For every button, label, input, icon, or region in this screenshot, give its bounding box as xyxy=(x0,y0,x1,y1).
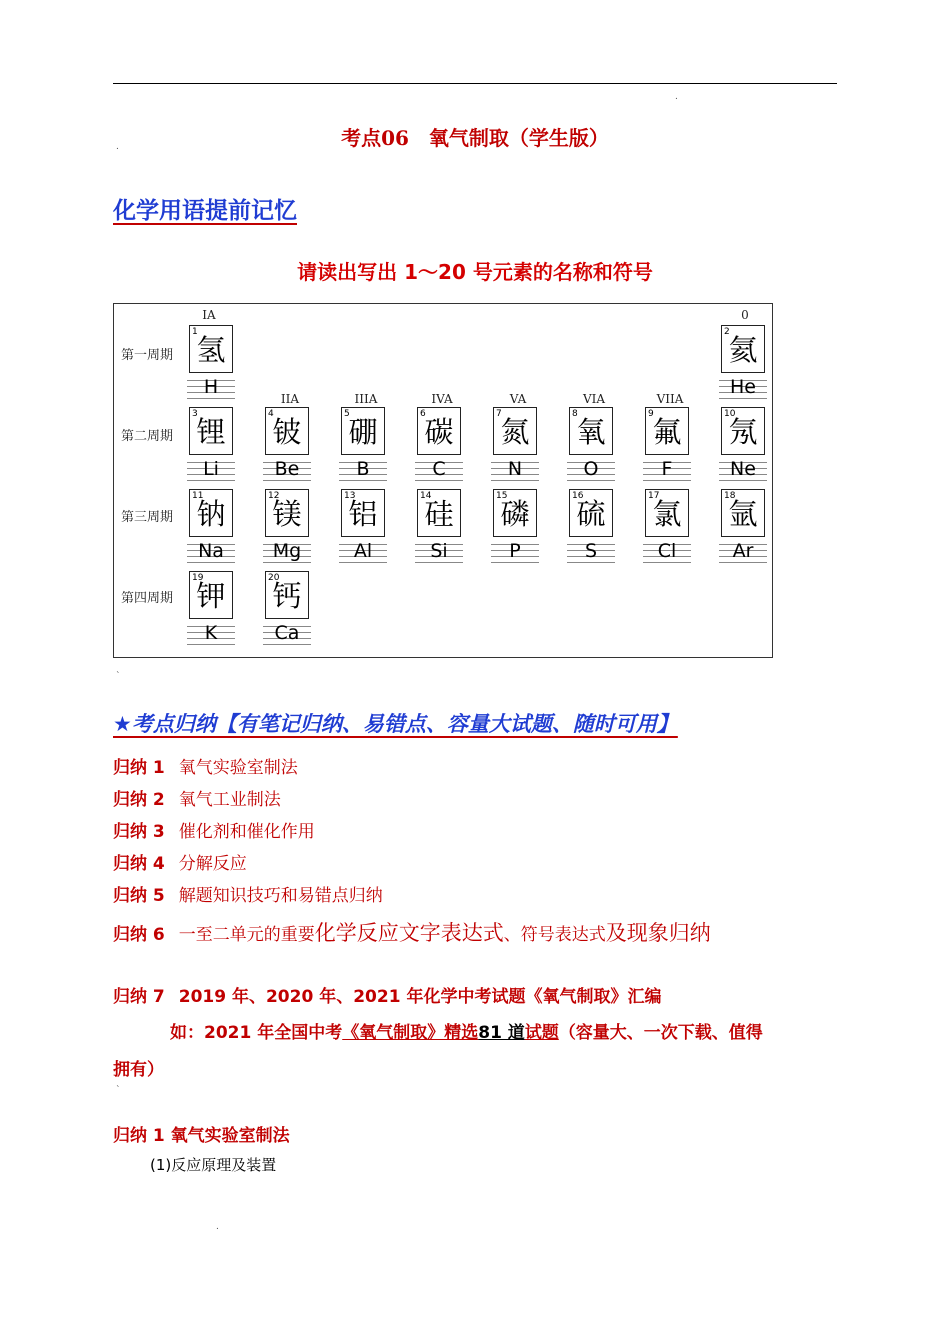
element-symbol: F xyxy=(643,457,691,481)
group-label: IIIA xyxy=(354,392,378,406)
induction-item: 归纳 2 氧气工业制法 xyxy=(113,790,281,810)
header-rule xyxy=(113,83,837,84)
periodic-table xyxy=(113,303,773,658)
paragraph-mark: . xyxy=(675,92,678,102)
element-symbol: Cl xyxy=(643,539,691,563)
group-label: VIIA xyxy=(656,392,684,406)
kaodian-heading: ★考点归纳【有笔记归纳、易错点、容量大试题、随时可用】 xyxy=(113,712,678,736)
element-cell: 11 钠 xyxy=(189,489,233,537)
element-symbol: Ca xyxy=(263,621,311,645)
element-symbol: He xyxy=(719,375,767,399)
element-cell: 2 氦 xyxy=(721,325,765,373)
group-label: VA xyxy=(509,392,527,406)
element-cell: 14 硅 xyxy=(417,489,461,537)
element-cell: 4 铍 xyxy=(265,407,309,455)
element-symbol: B xyxy=(339,457,387,481)
element-symbol: Be xyxy=(263,457,311,481)
group-label: 0 xyxy=(741,308,749,322)
paragraph-mark: ` xyxy=(116,672,121,682)
induction-item: 归纳 7 2019 年、2020 年、2021 年化学中考试题《氧气制取》汇编 xyxy=(113,987,662,1007)
element-cell: 12 镁 xyxy=(265,489,309,537)
element-cell: 1 氢 xyxy=(189,325,233,373)
element-symbol: P xyxy=(491,539,539,563)
element-cell: 20 钙 xyxy=(265,571,309,619)
element-symbol: Li xyxy=(187,457,235,481)
induction-item: 归纳 1 氧气实验室制法 xyxy=(113,758,298,778)
induction-item: 归纳 5 解题知识技巧和易错点归纳 xyxy=(113,886,383,906)
element-cell: 15 磷 xyxy=(493,489,537,537)
group-label: IIA xyxy=(280,392,300,406)
page-title: 考点06 氧气制取（学生版） xyxy=(341,126,609,150)
element-symbol: Si xyxy=(415,539,463,563)
element-symbol: Ne xyxy=(719,457,767,481)
group-label: IVA xyxy=(431,392,453,406)
induction-item: 归纳 4 分解反应 xyxy=(113,854,247,874)
element-symbol: O xyxy=(567,457,615,481)
element-symbol: Al xyxy=(339,539,387,563)
period-label: 第一周期 xyxy=(121,348,174,363)
element-symbol: N xyxy=(491,457,539,481)
example-line-2: 拥有） xyxy=(113,1060,164,1080)
element-cell: 5 硼 xyxy=(341,407,385,455)
element-symbol: Ar xyxy=(719,539,767,563)
paragraph-mark: . xyxy=(116,142,119,152)
element-symbol: Na xyxy=(187,539,235,563)
induction-item: 归纳 3 催化剂和催化作用 xyxy=(113,822,315,842)
element-symbol: Mg xyxy=(263,539,311,563)
group-label: VIA xyxy=(582,392,606,406)
element-cell: 10 氖 xyxy=(721,407,765,455)
induction-item: 归纳 6 一至二单元的重要化学反应文字表达式、符号表达式及现象归纳 xyxy=(113,921,711,945)
element-cell: 19 钾 xyxy=(189,571,233,619)
period-label: 第二周期 xyxy=(121,429,174,444)
element-symbol: K xyxy=(187,621,235,645)
subsection-title: (1)反应原理及装置 xyxy=(150,1156,277,1174)
element-cell: 16 硫 xyxy=(569,489,613,537)
paragraph-mark: . xyxy=(216,1222,219,1232)
element-cell: 3 锂 xyxy=(189,407,233,455)
element-cell: 7 氮 xyxy=(493,407,537,455)
element-symbol: C xyxy=(415,457,463,481)
paragraph-mark: ` xyxy=(116,1086,121,1096)
period-label: 第三周期 xyxy=(121,510,174,525)
group-label: IA xyxy=(202,308,216,322)
element-cell: 17 氯 xyxy=(645,489,689,537)
example-line: 如：2021 年全国中考《氧气制取》精选81 道试题（容量大、一次下载、值得 xyxy=(170,1023,763,1043)
element-symbol: S xyxy=(567,539,615,563)
element-cell: 13 铝 xyxy=(341,489,385,537)
exam-collection-link[interactable]: 《氧气制取》精选 xyxy=(342,1023,479,1043)
element-cell: 18 氩 xyxy=(721,489,765,537)
element-symbol: H xyxy=(187,375,235,399)
element-cell: 9 氟 xyxy=(645,407,689,455)
element-cell: 8 氧 xyxy=(569,407,613,455)
table-instruction: 请读出写出 1～20 号元素的名称和符号 xyxy=(297,260,653,284)
period-label: 第四周期 xyxy=(121,591,174,606)
element-cell: 6 碳 xyxy=(417,407,461,455)
section-title: 归纳 1 氧气实验室制法 xyxy=(113,1126,290,1146)
section-heading: 化学用语提前记忆 xyxy=(113,198,297,224)
